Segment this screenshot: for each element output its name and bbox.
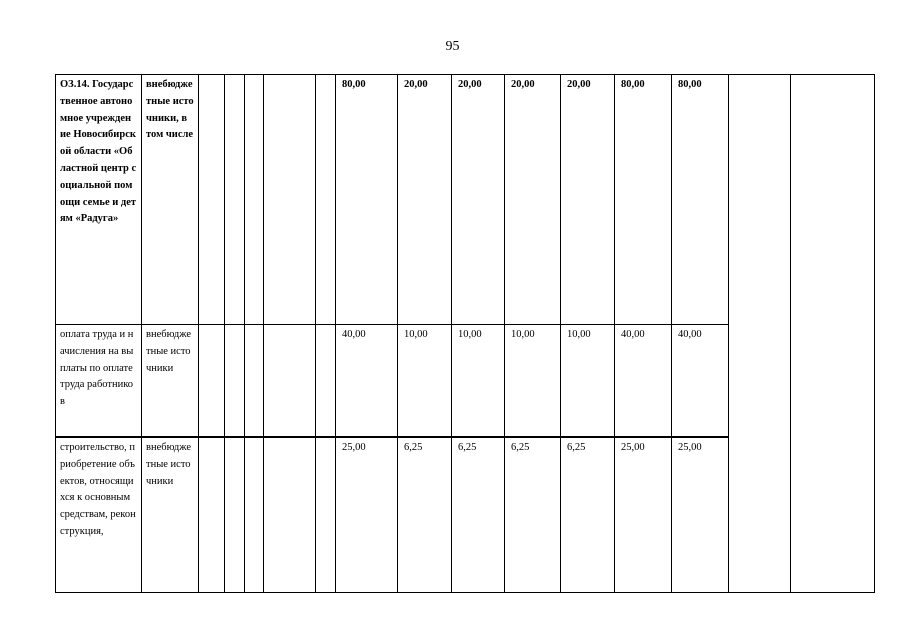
value-cell: 40,00 bbox=[336, 325, 398, 438]
value-cell: 80,00 bbox=[336, 75, 398, 325]
value-cell: 40,00 bbox=[615, 325, 672, 438]
empty-cell bbox=[225, 437, 245, 593]
value-cell: 10,00 bbox=[398, 325, 452, 438]
empty-merged-cell bbox=[791, 75, 875, 593]
table-row bbox=[56, 75, 875, 325]
value-cell: 10,00 bbox=[452, 325, 505, 438]
value-cell: 6,25 bbox=[398, 437, 452, 593]
row-source-cell: внебюджетные источники bbox=[142, 325, 199, 438]
empty-cell bbox=[225, 75, 245, 325]
empty-cell bbox=[316, 75, 336, 325]
budget-table bbox=[55, 74, 875, 593]
value-cell: 80,00 bbox=[672, 75, 729, 325]
row-source-cell: внебюджетные источники, в том числе bbox=[142, 75, 199, 325]
empty-cell bbox=[264, 325, 316, 438]
value-cell: 25,00 bbox=[615, 437, 672, 593]
empty-cell bbox=[245, 75, 264, 325]
value-cell: 40,00 bbox=[672, 325, 729, 438]
value-cell: 25,00 bbox=[672, 437, 729, 593]
empty-cell bbox=[225, 325, 245, 438]
empty-cell bbox=[245, 325, 264, 438]
value-cell: 80,00 bbox=[615, 75, 672, 325]
value-cell: 20,00 bbox=[561, 75, 615, 325]
value-cell: 25,00 bbox=[336, 437, 398, 593]
value-cell: 20,00 bbox=[505, 75, 561, 325]
empty-cell bbox=[264, 75, 316, 325]
row-source-cell: внебюджетные источники bbox=[142, 437, 199, 593]
empty-cell bbox=[199, 437, 225, 593]
value-cell: 10,00 bbox=[561, 325, 615, 438]
empty-cell bbox=[316, 325, 336, 438]
value-cell: 10,00 bbox=[505, 325, 561, 438]
value-cell: 6,25 bbox=[452, 437, 505, 593]
value-cell: 6,25 bbox=[505, 437, 561, 593]
empty-cell bbox=[245, 437, 264, 593]
value-cell: 6,25 bbox=[561, 437, 615, 593]
empty-cell bbox=[264, 437, 316, 593]
empty-cell bbox=[199, 325, 225, 438]
empty-merged-cell bbox=[729, 75, 791, 593]
page-number: 95 bbox=[445, 39, 460, 54]
value-cell: 20,00 bbox=[452, 75, 505, 325]
value-cell: 20,00 bbox=[398, 75, 452, 325]
row-name-cell: ОЗ.14. Государственное автономное учреждение Новосибирской области «Областной центр социальной помощи семье и детям «Радуга» bbox=[56, 75, 142, 325]
empty-cell bbox=[316, 437, 336, 593]
row-name-cell: оплата труда и начисления на выплаты по оплате труда работников bbox=[56, 325, 142, 438]
empty-cell bbox=[199, 75, 225, 325]
row-name-cell: строительство, приобретение объектов, относящихся к основным средствам, реконструкция, bbox=[56, 437, 142, 593]
